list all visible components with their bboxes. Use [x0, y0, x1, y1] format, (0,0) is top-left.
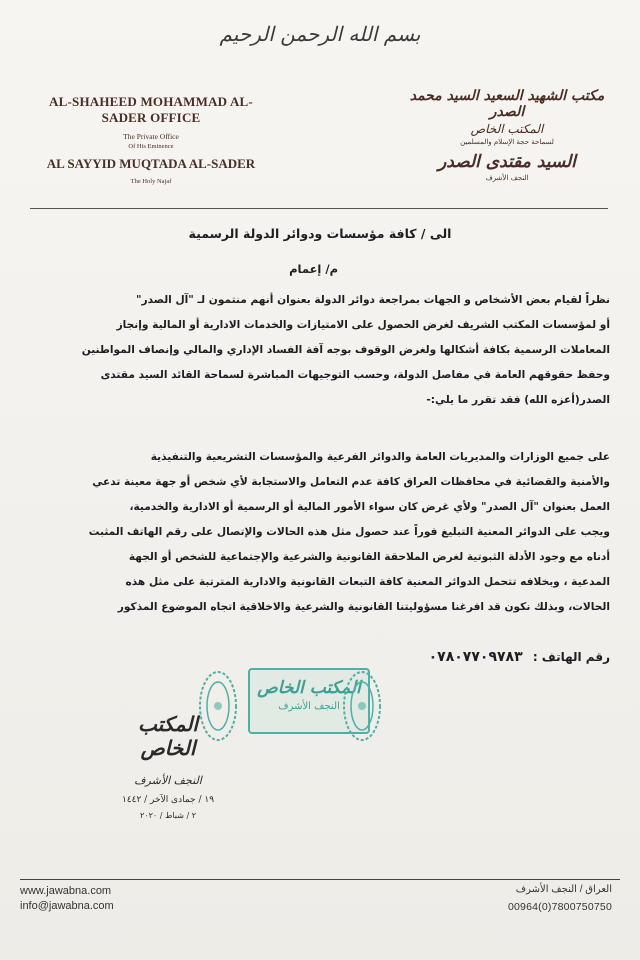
stamp-line-1: المكتب الخاص	[257, 678, 361, 698]
signature-city: النجف الأشرف	[134, 774, 202, 787]
footer-phone: 00964(0)7800750750	[507, 901, 612, 913]
date-hijri: ١٩ / جمادى الآخر / ١٤٤٢	[121, 795, 215, 805]
stamp-line-2: النجف الأشرف	[278, 701, 340, 712]
paragraph-line: نظراً لقيام بعض الأشخاص و الجهات بمراجعة دوائر الدولة بعنوان أنهم منتمون لـ "آل الصدر"	[136, 294, 610, 306]
header-city-en: The Holy Najaf	[130, 178, 172, 185]
letter-addressee: الى / كافة مؤسسات ودوائر الدولة الرسمية	[188, 226, 452, 241]
header-line-ar: لسماحة حجة الإسلام والمسلمين	[460, 138, 554, 146]
header-city-ar: النجف الأشرف	[485, 174, 529, 182]
header-private-office-en: The Private Office	[123, 132, 179, 141]
header-eminence-en: Of His Eminence	[128, 143, 174, 150]
paragraph-line: وحفظ حقوقهم العامة في مفاصل الدولة، وحسب التوجيهات المباشرة لسماحة القائد السيد مقتدى	[100, 369, 610, 381]
basmala: بسم الله الرحمن الرحيم	[219, 22, 421, 46]
phone-number: ٠٧٨٠٧٧٠٩٧٨٣	[428, 649, 523, 665]
letter-subject: م/ إعمام	[289, 262, 338, 276]
phone-line	[429, 649, 610, 665]
footer-divider	[20, 879, 620, 880]
signature-block	[118, 712, 218, 820]
ornament-seal-right-icon	[340, 668, 384, 744]
paragraph-directive	[38, 445, 610, 620]
footer-address-text: العراق / النجف الأشرف	[515, 884, 612, 895]
paragraph-line: على جميع الوزارات والمديريات العامة والدوائر الفرعية والمؤسسات التشريعية والتنفيذية	[150, 451, 610, 463]
paragraph-line: العمل بعنوان "آل الصدر" ولأي غرض كان سواء الأمور المالية أو الرسمية أو الادارية والخدمية،	[129, 501, 610, 513]
paragraph-line: أدناه مع وجود الأدلة الثبوتية لغرض الملاحقة القانونية والشرعية والإجتماعية للشخص أو الجهة	[128, 551, 610, 563]
header-name-en: AL SAYYID MUQTADA AL-SADER	[46, 156, 256, 171]
date-gregorian: ٢ / شباط / ٢٠٢٠	[140, 811, 196, 820]
header-private-office-ar: المكتب الخاص	[470, 122, 544, 136]
header-arabic	[402, 88, 612, 182]
footer-contact	[20, 884, 114, 914]
header-name-ar: السيد مقتدى الصدر	[438, 152, 576, 172]
header-english	[40, 94, 262, 185]
paragraph-line: الصدر(أعزه الله) فقد تقرر ما يلي:-	[426, 394, 610, 406]
paragraph-line: المدعية ، وبخلافه تتحمل الدوائر المعنية كافة التبعات القانونية والادارية المترتبة على مثل هذه	[125, 576, 610, 588]
signature-office: المكتب الخاص	[138, 712, 198, 760]
paragraph-intro	[38, 288, 610, 413]
paragraph-line: المعاملات الرسمية بكافة أشكالها ولغرض الوقوف بوجه آفة الفساد الإداري والمالي وإنصاف المواطنين	[81, 344, 610, 356]
paragraph-line: والأمنية والقضائية في محافظات العراق كافة عدم التعامل والاستجابة لأي شخص أو جهة معينة تدعي	[92, 476, 610, 488]
header-office-ar: مكتب الشهيد السعيد السيد محمد الصدر	[409, 88, 605, 120]
footer-website-link[interactable]: www.jawabna.com	[20, 885, 112, 897]
header-divider	[30, 208, 608, 209]
header-office-en: AL-SHAHEED MOHAMMAD AL-SADER OFFICE	[49, 94, 253, 125]
footer-address	[508, 884, 612, 913]
footer-email-link[interactable]: info@jawabna.com	[20, 900, 114, 912]
paragraph-line: ويجب على الدوائر المعنية التبليغ فوراً عند حصول مثل هذه الحالات والإتصال على رقم الهاتف المثبت	[88, 526, 610, 538]
paragraph-line: أو لمؤسسات المكتب الشريف لغرض الحصول على الامتيازات والخدمات الادارية أو المالية وإنجاز	[116, 319, 610, 331]
phone-label: رقم الهاتف :	[532, 650, 610, 664]
paragraph-line: الحالات، وبذلك نكون قد افرغنا مسؤوليتنا القانونية والشرعية والاخلاقية اتجاه الموضوع المذكور	[117, 601, 610, 613]
